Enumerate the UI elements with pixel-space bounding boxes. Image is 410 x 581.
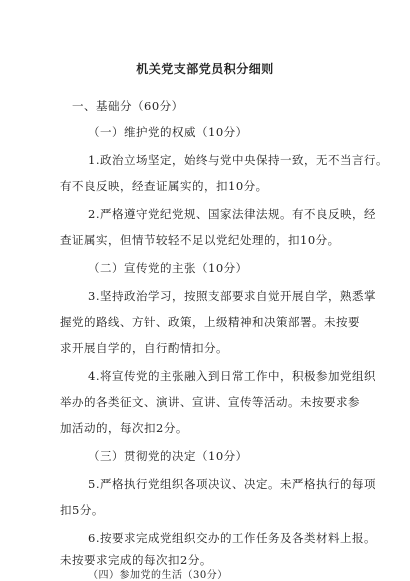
subsection-3-heading: （三）贯彻党的决定（10分） <box>88 449 248 463</box>
item-3-line-1: 3.坚持政治学习，按照支部要求自觉开展自学，熟悉掌 <box>88 289 376 303</box>
item-6-line-2: 未按要求完成的每次扣2分。 <box>60 553 212 567</box>
item-4-line-1: 4.将宣传党的主张融入到日常工作中，积极参加党组织 <box>88 369 376 383</box>
item-3-line-2: 握党的路线、方针、政策，上级精神和决策部署。未按要 <box>60 315 360 329</box>
item-5-line-1: 5.严格执行党组织各项决议、决定。未严格执行的每项 <box>88 477 376 491</box>
item-5-line-2: 扣5分。 <box>60 503 104 517</box>
subsection-4-heading: （四）参加党的生活（30分） <box>88 570 228 581</box>
item-2-line-2: 查证属实，但情节较轻不足以党纪处理的，扣10分。 <box>60 233 340 247</box>
section-basic-score: 一、基础分（60分） <box>72 99 184 113</box>
item-4-line-2: 举办的各类征文、演讲、宣讲、宣传等活动。未按要求参 <box>60 395 360 409</box>
subsection-1-heading: （一）维护党的权威（10分） <box>88 125 248 139</box>
item-2-line-1: 2.严格遵守党纪党规、国家法律法规。有不良反映，经 <box>88 207 376 221</box>
document-title: 机关党支部党员积分细则 <box>136 62 274 76</box>
item-1-line-2: 有不良反映，经查证属实的，扣10分。 <box>60 179 268 193</box>
item-6-line-1: 6.按要求完成党组织交办的工作任务及各类材料上报。 <box>88 531 376 545</box>
subsection-2-heading: （二）宣传党的主张（10分） <box>88 261 248 275</box>
item-3-line-3: 求开展自学的，自行酌情扣分。 <box>60 341 228 355</box>
item-4-line-3: 加活动的，每次扣2分。 <box>60 421 188 435</box>
item-1-line-1: 1.政治立场坚定，始终与党中央保持一致，无不当言行。 <box>88 153 388 167</box>
